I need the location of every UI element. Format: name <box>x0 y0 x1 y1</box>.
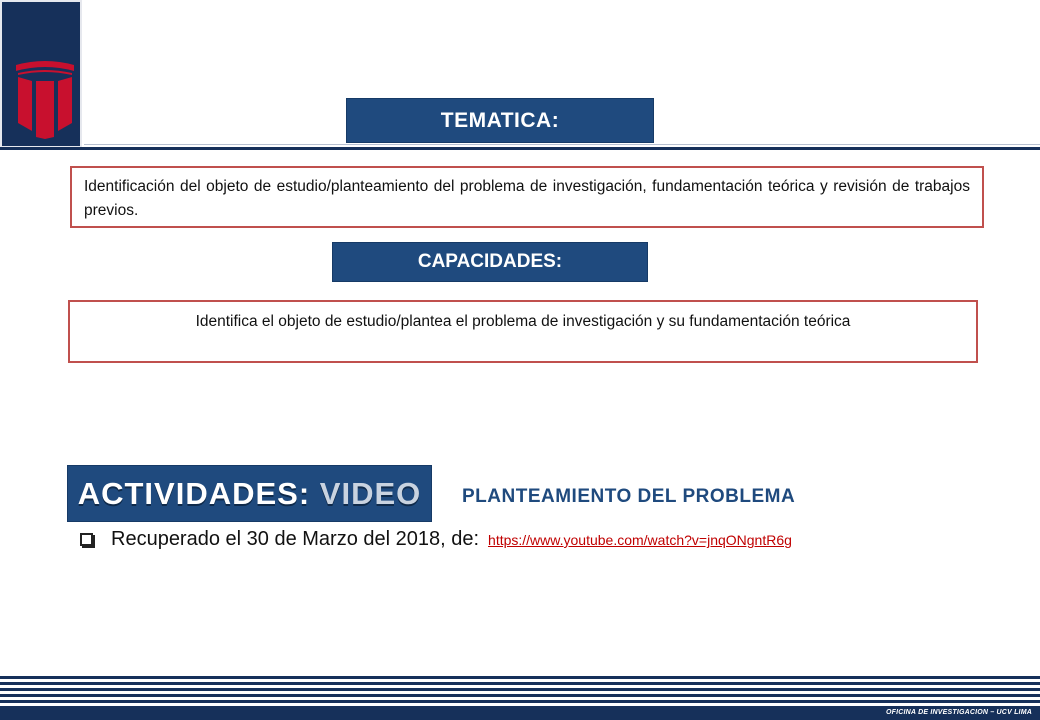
footer-bar <box>0 708 1040 720</box>
checkbox-bullet-icon <box>80 533 93 546</box>
source-line <box>80 528 792 551</box>
tematica-label: TEMATICA: <box>440 108 560 132</box>
actividades-label: ACTIVIDADES: <box>77 475 311 511</box>
video-title: PLANTEAMIENTO DEL PROBLEMA <box>462 486 796 507</box>
tematica-box <box>70 166 984 228</box>
capacidades-text: Identifica el objeto de estudio/plantea el problema de investigación y su fundamentación teórica <box>195 313 851 330</box>
actividades-heading <box>67 465 432 522</box>
tematica-heading <box>346 98 654 143</box>
video-link[interactable]: https://www.youtube.com/watch?v=jnqONgntR6g <box>488 532 792 548</box>
ucv-shield-icon <box>12 59 78 139</box>
header-divider <box>0 147 1040 150</box>
actividades-video-label: VIDEO <box>319 475 422 511</box>
capacidades-label: CAPACIDADES: <box>417 251 563 272</box>
tematica-text: Identificación del objeto de estudio/planteamiento del problema de investigación, fundamentación teórica y revisión de trabajos previos. <box>84 178 970 219</box>
capacidades-heading <box>332 242 648 282</box>
header-divider-thin <box>84 144 1040 145</box>
source-text: Recuperado el 30 de Marzo del 2018, de: <box>111 528 480 550</box>
footer-text: OFICINA DE INVESTIGACION – UCV LIMA <box>886 709 1032 716</box>
ucv-logo <box>0 0 82 148</box>
capacidades-box <box>68 300 978 363</box>
